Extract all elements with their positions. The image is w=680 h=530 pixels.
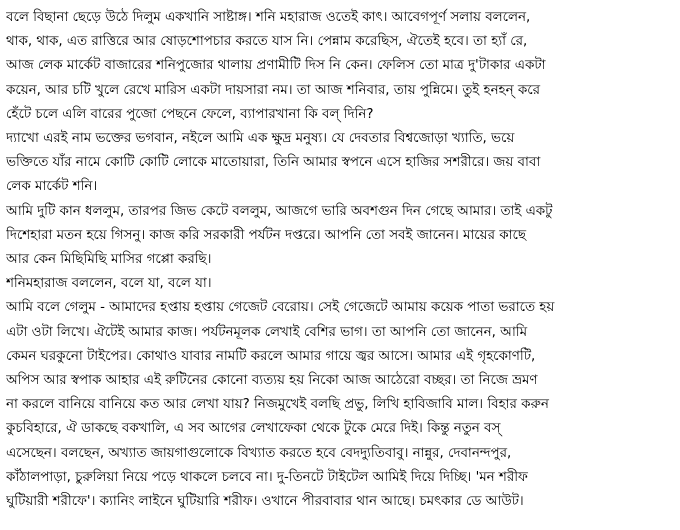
text-line: আজ লেক মার্কেট বাজারের শনিপুজোর থালায় প্রণামীটি দিস নি কেন। ফেলিস তো মাত্র দু'টাকার একটা [6,58,546,74]
text-line: বলে বিছানা ছেড়ে উঠে দিলুম একখানি সাষ্টাঙ্গ। শনি মহারাজ ওতেই কাৎ। আবেগপূর্ণ সলায় বললেন, [6,10,531,25]
text-line: হেঁটে চলে এলি বারের পুজো পেছনে ফেলে, ব্যাপারখানা কি বল্ দিনি? [6,106,374,122]
text-line: না করলে বানিয়ে বানিয়ে কত আর লেখা যায়? নিজমুখেই বলছি প্রভু, লিখি হাবিজাবি মাল। বিহার করুন [6,397,549,413]
paragraph-shani-reply [6,272,674,296]
text-line: এসেছেন। বলছেন, অখ্যাত জায়গাগুলোকে বিখ্যাত করতে হবে বেদদ্যুতিবাবু। নান্নুর, দেবানন্দপুর, [6,445,512,461]
text-line: ভক্তিতে যাঁর নামে কোটি কোটি লোকে মাতোয়ারা, তিনি আমার স্বপনে এসে হাজির সশরীরে। জয় বাবা [6,155,541,171]
text-line: কেমন ঘরকুনো টাইপের। কোথাও যাবার নামটি করলে আমার গায়ে জ্বর আসে। আমার এই গৃহকোণটি, [6,348,536,364]
text-line: থাক, থাক, এত রাত্তিরে আর ষোড়শোপচার করতে যাস নি। পেন্নাম করেছিস, ঐতেই হবে। তা হ্যাঁ রে, [6,34,528,50]
paragraph-narration [6,296,674,514]
text-line: আমি বলে গেলুম - আমাদের হপ্তায় হপ্তায় গেজেট বেরোয়। সেই গেজেটে আমায় কয়েক পাতা ভরাতে হয় [6,300,555,316]
text-line: লেক মার্কেট শনি। [6,179,98,195]
text-line: শনিমহারাজ বললেন, বলে যা, বলে যা। [6,276,212,292]
text-line: দ্যাখো এরই নাম ভক্তের ভগবান, নইলে আমি এক ক্ষুদ্র মনুষ্য। যে দেবতার বিশ্বজোড়া খ্যাতি, ভয়ে [6,131,515,147]
text-line: এটা ওটা লিখে। ঐটেই আমার কাজ। পর্যটনমূলক লেখাই বেশির ভাগ। তা আপনি তো জানেন, আমি [6,324,528,340]
text-line: আমি দুটি কান ধললুম, তারপর জিভ কেটে বললুম, আজগে ভারি অবশগুন দিন গেছে আমার। তাই একটু [6,203,553,219]
text-line: ঘুটিয়ারী শরীফে'। ক্যানিং লাইনে ঘুটিয়ারি শরীফ। ওখানে পীরবাবার থান আছে। চমৎকার ডে আউট। [6,494,524,510]
text-line: অপিস আর স্বপাক আহার এই রুটিনের কোনো ব্যত্যয় হয় নিকো আজ আঠেরো বচ্ছর। তা নিজে ভ্রমণ [6,373,538,389]
text-line: কয়েন, আর চটি খুলে রেখে মারিস একটা দায়সারা নম। তা আজ শনিবার, তায় পুন্নিমে। তুই হনহন্ করে [6,82,540,98]
paragraph-shani-speech [6,6,674,127]
paragraph-apology [6,200,674,273]
text-line: আর কেন মিছিমিছি মাসির গপ্পো করছি। [6,252,212,268]
paragraph-devotee [6,127,674,200]
text-line: কুচবিহারে, ঐ ডাকছে বকখালি, এ সব আগের লেখাফেকা থেকে টুকে মেরে দিই। কিন্তু নতুন বস্ [6,421,501,437]
text-line: কাঁঠালপাড়া, চুরুলিয়া নিয়ে পড়ে থাকলে চলবে না। দু-তিনটে টাইটেল আমিই দিয়ে দিচ্ছি। 'মন শরীফ [6,469,528,485]
text-line: দিশেহারা মতন হয়ে গিসনু। কাজ করি সরকারী পর্যটন দপ্তরে। আপনি তো সবই জানেন। মায়ের কাছে [6,227,526,243]
